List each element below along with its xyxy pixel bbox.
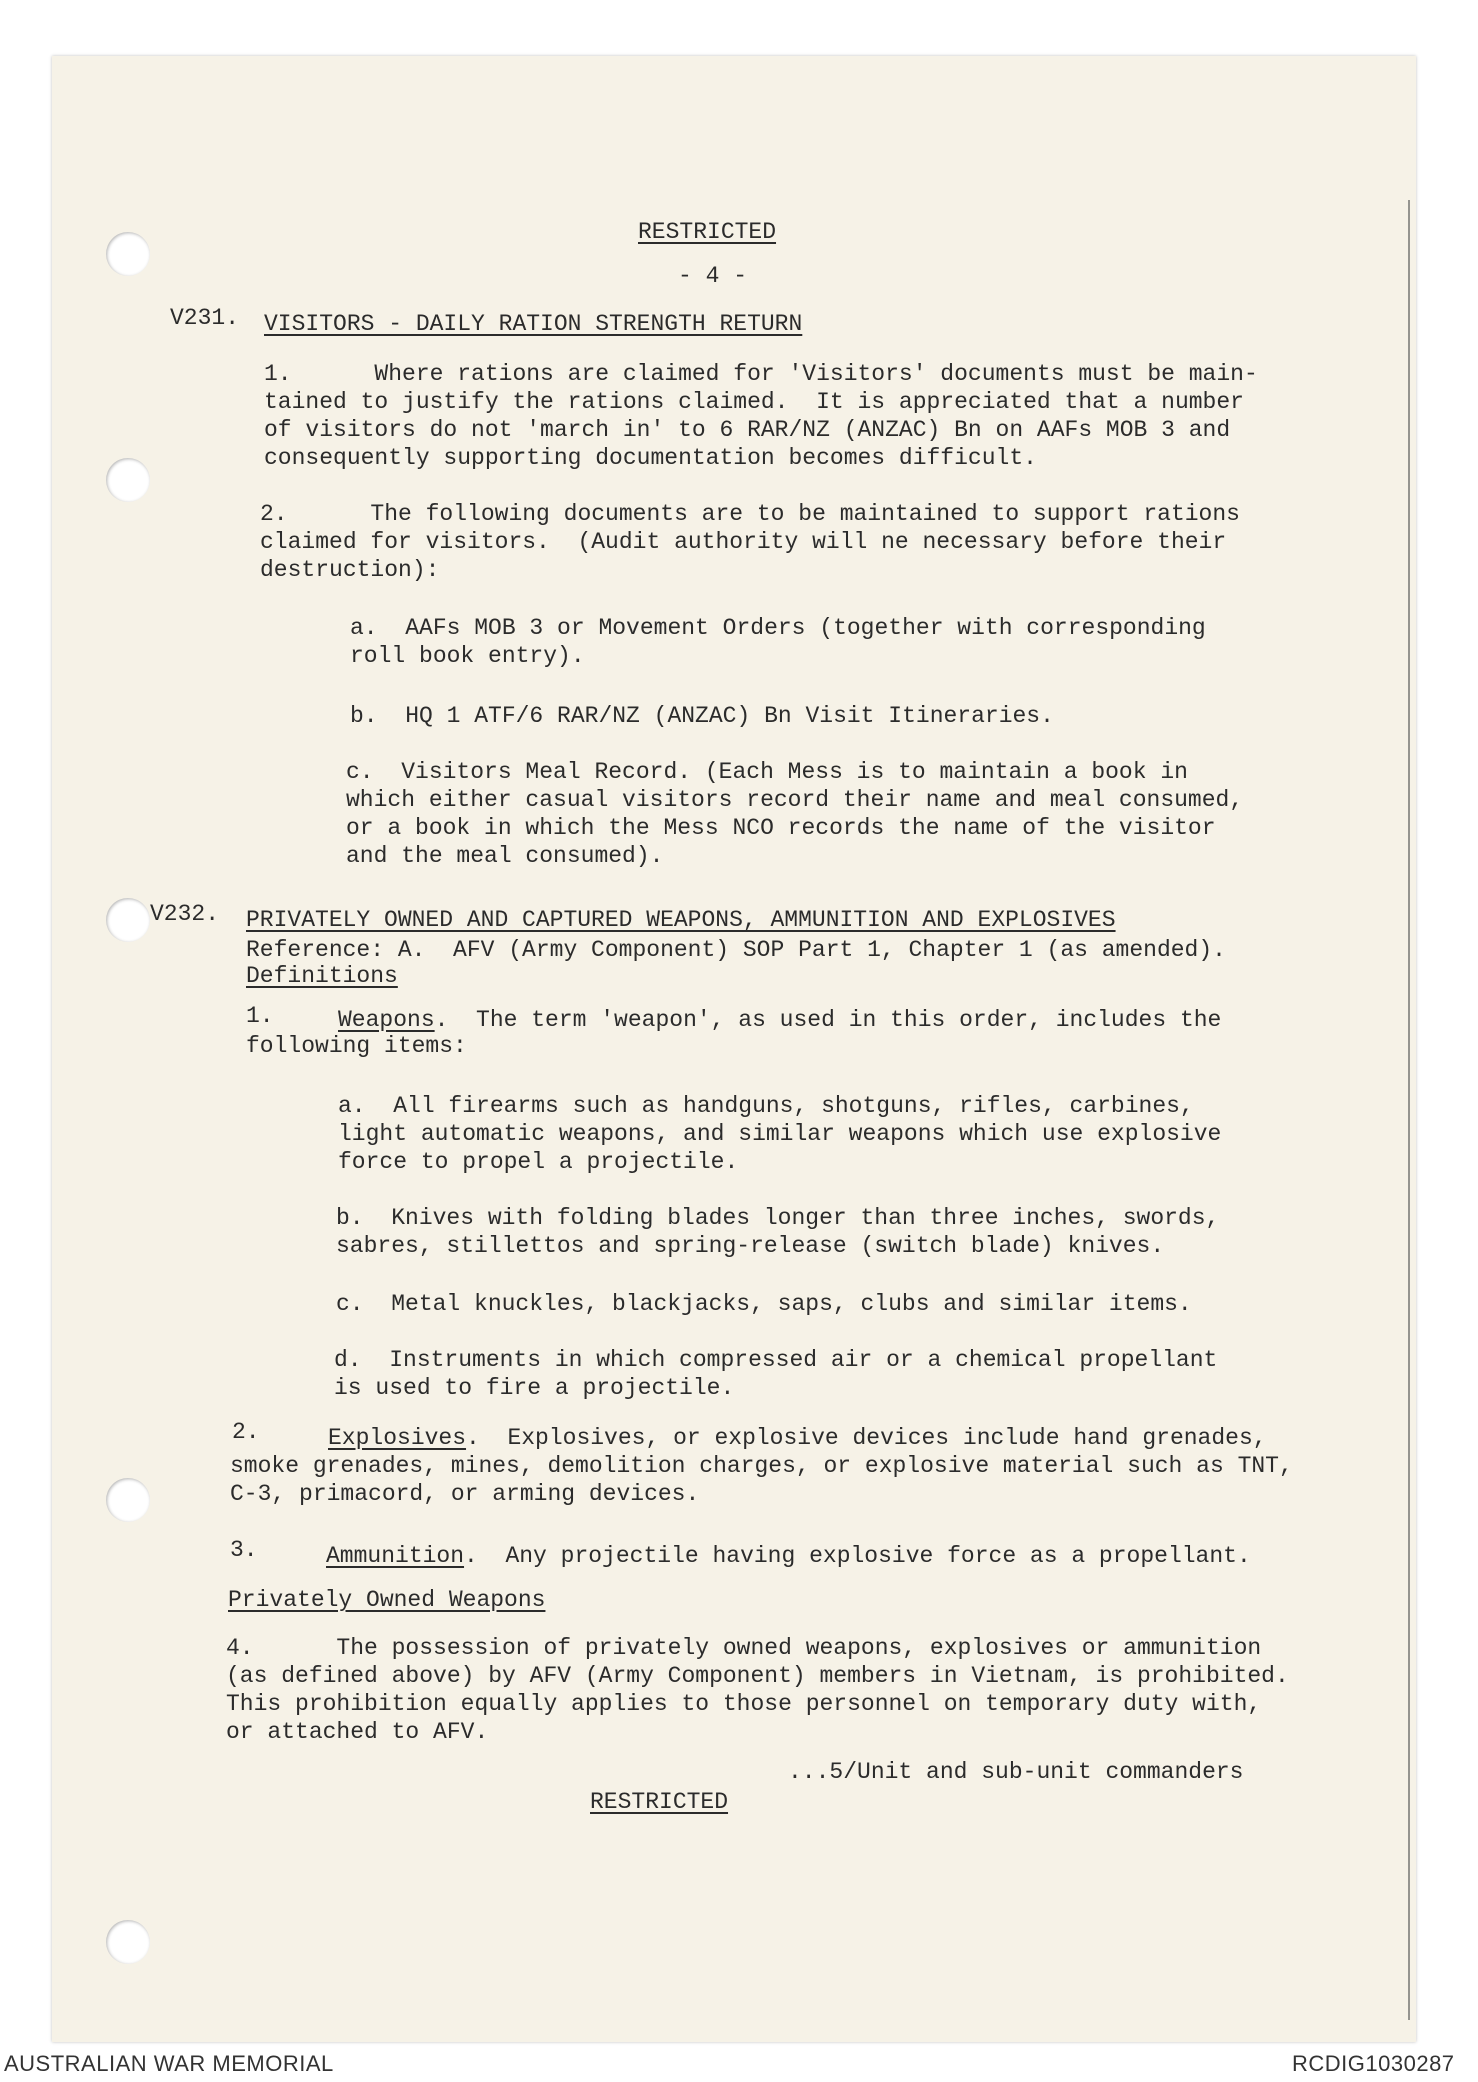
v232-p4-line: This prohibition equally applies to those personnel on temporary duty with, <box>226 1691 1262 1717</box>
v232-p4-line: 4. The possession of privately owned weapons, explosives or ammunition <box>226 1635 1262 1661</box>
punch-hole <box>106 458 150 502</box>
v232-p4-line: or attached to AFV. <box>226 1719 489 1745</box>
v231-item-c-line: c. Visitors Meal Record. (Each Mess is to maintain a book in <box>346 759 1188 785</box>
v232-item-d-line: is used to fire a projectile. <box>334 1375 735 1401</box>
punch-hole <box>106 1478 150 1522</box>
v232-p3-text: . Any projectile having explosive force as a propellant. <box>464 1543 1251 1569</box>
v232-p2-heading: Explosives <box>328 1425 467 1451</box>
v231-item-c-line: or a book in which the Mess NCO records the name of the visitor <box>346 815 1216 841</box>
v232-item-a-line: force to propel a projectile. <box>338 1149 739 1175</box>
v231-para2-line: destruction): <box>260 557 440 583</box>
section-number-v231: V231. <box>170 305 240 331</box>
v232-item-c-line: c. Metal knuckles, blackjacks, saps, clubs and similar items. <box>336 1291 1192 1317</box>
page-edge-line <box>1408 200 1410 2020</box>
v232-p1-line <box>338 1006 1221 1034</box>
v231-para1-line: consequently supporting documentation becomes difficult. <box>264 445 1037 471</box>
punch-hole <box>106 898 150 942</box>
v232-item-b-line: sabres, stillettos and spring-release (switch blade) knives. <box>336 1233 1165 1259</box>
v231-para2-line: claimed for visitors. (Audit authority will ne necessary before their <box>260 529 1227 555</box>
section-number-v232: V232. <box>150 901 220 927</box>
v231-item-c-line: and the meal consumed). <box>346 843 664 869</box>
v232-item-b-line: b. Knives with folding blades longer than three inches, swords, <box>336 1205 1220 1231</box>
v232-p2-text: . Explosives, or explosive devices include hand grenades, <box>466 1425 1267 1451</box>
v232-item-d-line: d. Instruments in which compressed air or a chemical propellant <box>334 1347 1218 1373</box>
punch-hole <box>106 1920 150 1964</box>
v231-item-a-line: roll book entry). <box>350 643 585 669</box>
classification-footer: RESTRICTED <box>590 1789 729 1815</box>
v231-para1-line: of visitors do not 'march in' to 6 RAR/NZ (ANZAC) Bn on AAFs MOB 3 and <box>264 417 1231 443</box>
v231-item-a-line: a. AAFs MOB 3 or Movement Orders (together with corresponding <box>350 615 1206 641</box>
v232-p4-line: (as defined above) by AFV (Army Component) members in Vietnam, is prohibited. <box>226 1663 1289 1689</box>
v232-p2-number: 2. <box>232 1419 260 1445</box>
archive-name: AUSTRALIAN WAR MEMORIAL <box>4 2051 334 2076</box>
subheading-privately-owned-weapons: Privately Owned Weapons <box>228 1587 546 1613</box>
v232-p3-number: 3. <box>230 1537 258 1563</box>
v232-p2-line: smoke grenades, mines, demolition charges, or explosive material such as TNT, <box>230 1453 1293 1479</box>
v232-p3-heading: Ammunition <box>326 1543 465 1569</box>
v232-p3-line <box>326 1542 1251 1570</box>
v232-item-a-line: a. All firearms such as handguns, shotguns, rifles, carbines, <box>338 1093 1194 1119</box>
v232-p2-line <box>328 1424 1267 1452</box>
page-number: - 4 - <box>678 263 748 289</box>
v231-item-c-line: which either casual visitors record their name and meal consumed, <box>346 787 1244 813</box>
v232-item-a-line: light automatic weapons, and similar weapons which use explosive <box>338 1121 1222 1147</box>
continuation-catchword: ...5/Unit and sub-unit commanders <box>788 1759 1244 1785</box>
v232-p2-line: C-3, primacord, or arming devices. <box>230 1481 700 1507</box>
v232-p1-text: . The term 'weapon', as used in this order, includes the <box>434 1007 1222 1033</box>
v232-definitions-heading: Definitions <box>246 963 398 989</box>
section-title-v231: VISITORS - DAILY RATION STRENGTH RETURN <box>264 311 803 337</box>
classification-header: RESTRICTED <box>638 219 777 245</box>
v231-para1-line: tained to justify the rations claimed. It is appreciated that a number <box>264 389 1244 415</box>
punch-hole <box>106 232 150 276</box>
v231-para2-line: 2. The following documents are to be maintained to support rations <box>260 501 1240 527</box>
section-title-v232: PRIVATELY OWNED AND CAPTURED WEAPONS, AMMUNITION AND EXPLOSIVES <box>246 907 1116 933</box>
v232-p1-number: 1. <box>246 1003 274 1029</box>
v231-para1-line: 1. Where rations are claimed for 'Visitors' documents must be main- <box>264 361 1258 387</box>
v232-reference: Reference: A. AFV (Army Component) SOP Part 1, Chapter 1 (as amended). <box>246 937 1226 963</box>
archive-id: RCDIG1030287 <box>1292 2051 1455 2076</box>
v232-p1-line: following items: <box>246 1033 467 1059</box>
v232-p1-heading: Weapons <box>338 1007 435 1033</box>
v231-item-b-line: b. HQ 1 ATF/6 RAR/NZ (ANZAC) Bn Visit Itineraries. <box>350 703 1054 729</box>
